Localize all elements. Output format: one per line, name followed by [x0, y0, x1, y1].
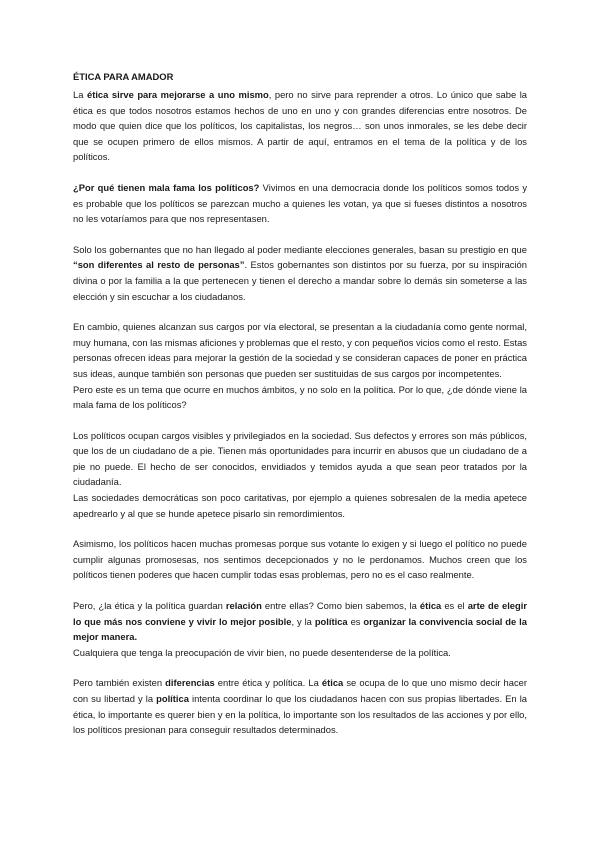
document-title: ÉTICA PARA AMADOR — [73, 71, 174, 82]
paragraph-democratic-societies: Las sociedades democráticas son poco caritativas, por ejemplo a quienes sobresalen de la media apetece apedrearlo y al que se hunde apetece pisarlo sin remordimientos. — [73, 492, 527, 519]
paragraph-live-well: Cualquiera que tenga la preocupación de vivir bien, no puede desentenderse de la política. — [73, 646, 451, 658]
paragraph-ethics-politics-relation: Pero, ¿la ética y la política guardan relación entre ellas? Como bien sabemos, la ética es el arte de elegir lo que más nos conviene y vivir lo mejor posible, y la política es organizar la convivencia social de la mejor manera. — [73, 600, 528, 643]
paragraph-visibility: Los políticos ocupan cargos visibles y privilegiados en la sociedad. Sus defectos y errores son más públicos, que los de un ciudadano de a pie. Tienen más oportunidades para incurrir en abusos que un ciudadano de a pie no puede. El hecho de ser conocidos, envidiados y temidos ayuda a que sean peor tratados por la ciudadanía. — [73, 429, 527, 488]
paragraph-electoral-question: Pero este es un tema que ocurre en muchos ámbitos, y no solo en la política. Por lo que, ¿de dónde viene la mala fama de los políticos? — [73, 383, 527, 411]
paragraph-electoral: En cambio, quienes alcanzan sus cargos por vía electoral, se presentan a la ciudadanía como gente normal, muy humana, con las mismas aficiones y problemas que el resto, y con pequeños vicios como el resto. Estas personas ofrecen ideas para mejorar la gestión de la sociedad y se consideran capaces de poner en práctica sus ideas, aunque también son personas que pueden ser sustituidas de sus cargos por incompetentes. — [73, 321, 527, 379]
paragraph-rulers: Solo los gobernantes que no han llegado al poder mediante elecciones generales, basan su prestigio en que “son diferentes al resto de personas”. Estos gobernantes son distintos por su fuerza, por su inspiración divina o por la familia a la que pertenecen y tienen el derecho a mandar sobre lo demás sin someterse a las elección y sin escuchar a los ciudadanos. — [73, 243, 527, 302]
paragraph-intro: La ética sirve para mejorarse a uno mismo, pero no sirve para reprender a otros. Lo único que sabe la ética es que todos nosotros estamos hechos de uno en uno y con grandes diferencias entre nosotros. De modo que quien dice que los políticos, los capitalistas, los negros… son unos inmorales, se les debe decir que se ocupen primero de ellos mismos. A partir de aquí, entramos en el tema de la política y de los políticos. — [73, 89, 528, 163]
paragraph-bad-reputation: ¿Por qué tienen mala fama los políticos? Vivimos en una democracia donde los políticos somos todos y es probable que los políticos se parezcan mucho a quienes les votan, ya que si fueses distintos a nosotros no les votaríamos para que nos representasen. — [73, 181, 528, 225]
paragraph-promises: Asimismo, los políticos hacen muchas promesas porque sus votante lo exigen y si luego el político no puede cumplir algunas promosesas, nos sentimos decepcionados y no le perdonamos. Muchos creen que los políticos tienen poderes que hacen cumplir todas esas problemas, pero no es el caso realmente. — [73, 538, 527, 581]
paragraph-differences: Pero también existen diferencias entre ética y política. La ética se ocupa de lo que uno mismo decir hacer con su libertad y la política intenta coordinar lo que los ciudadanos hacen con sus propias libertades. En la ética, lo importante es querer bien y en la política, lo importante son los resultados de las acciones y por ello, los políticos presionan para conseguir resultados determinados. — [73, 677, 527, 736]
